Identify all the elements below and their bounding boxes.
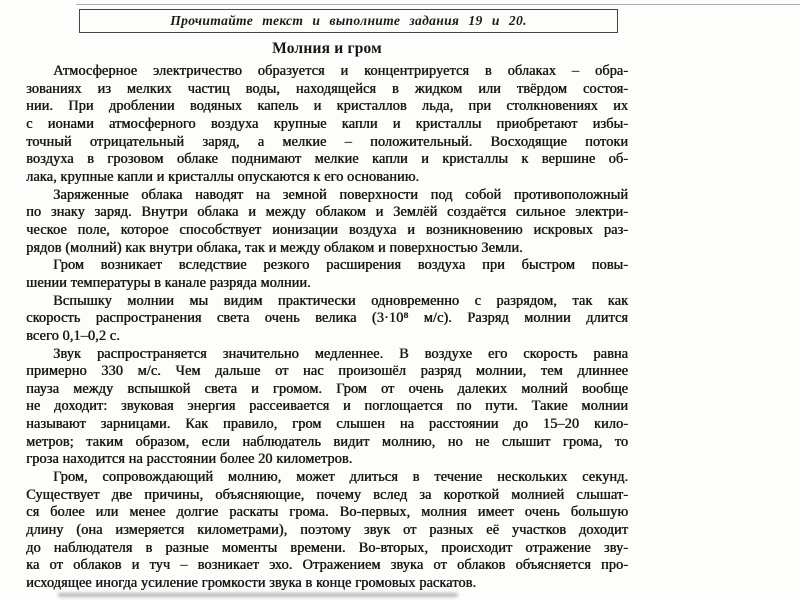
text-line: точный отрицательный заряд, а мелкие – положительный. Восходящие потоки [26, 133, 628, 150]
instruction-text: Прочитайте текст и выполните задания 19 и 20. [170, 13, 527, 28]
text-line: метров; таким образом, если наблюдатель видит молнию, но не слышит грома, то [26, 433, 628, 450]
text-line: по знаку заряд. Внутри облака и между облаком и Землёй создаётся сильное электри- [26, 204, 628, 221]
text-line: ка от облаков и туч – возникает эхо. Отражением звука от облаков объясняется про- [26, 557, 628, 574]
text-line: исходящее иногда усиление громкости звука в конце громовых раскатов. [26, 575, 477, 592]
paragraph [26, 469, 628, 593]
text-line: не доходит: звуковая энергия рассеивается и поглощается по пути. Такие молнии [26, 398, 628, 415]
instruction-box [79, 9, 618, 33]
document-body [26, 63, 628, 593]
text-line: Звук распространяется значительно медленнее. В воздухе его скорость равна [53, 345, 628, 362]
text-line: длину (она измеряется километрами), поэтому звук от разных её участков доходит [26, 522, 628, 539]
text-line: шении температуры в канале разряда молнии. [26, 274, 311, 291]
page-title: Молния и гром [272, 40, 382, 57]
text-line: пауза между вспышкой света и громом. Гром от очень далеких молний вообще [26, 380, 628, 397]
paragraph [26, 63, 628, 187]
paragraph [26, 187, 628, 258]
text-line: Гром возникает вследствие резкого расширения воздуха при быстром повы- [53, 257, 628, 274]
text-line: рядов (молний) как внутри облака, так и между облаком и поверхностью Земли. [26, 239, 523, 256]
text-line: до наблюдателя в разные моменты времени. Во-вторых, происходит отражение зву- [26, 539, 628, 556]
text-line: Заряженные облака наводят на земной поверхности под собой противоположный [53, 186, 628, 203]
text-line: называют зарницами. Как правило, гром слышен на расстоянии до 15–20 кило- [26, 416, 628, 433]
scan-artifact-top-line [76, 4, 800, 5]
paragraph [26, 293, 628, 346]
text-line: Гром, сопровождающий молнию, может длиться в течение нескольких секунд. [53, 469, 628, 486]
paragraph [26, 346, 628, 470]
text-line: зованиях из мелких частиц воды, находящейся в жидком или твёрдом состоя- [26, 80, 628, 97]
text-line: скорость распространения света очень велика (3·10⁸ м/с). Разряд молнии длится [26, 310, 628, 327]
text-line: Вспышку молнии мы видим практически одновременно с разрядом, так как [53, 292, 628, 309]
text-line: ческое поле, которое способствует ионизации воздуха и возникновению искровых раз- [26, 221, 628, 238]
text-line: примерно 330 м/с. Чем дальше от нас произошёл разряд молнии, тем длиннее [26, 363, 628, 380]
text-line: Существует две причины, объясняющие, почему вслед за короткой молнией слышат- [26, 486, 628, 503]
text-line: с ионами атмосферного воздуха крупные капли и кристаллы приобретают избы- [26, 115, 628, 132]
scan-artifact-bottom-smudge [58, 593, 458, 597]
text-line: гроза находится на расстоянии более 20 километров. [26, 451, 353, 468]
text-line: Атмосферное электричество образуется и концентрируется в облаках – обра- [53, 63, 628, 79]
text-line: лака, крупные капли и кристаллы опускаются к его основанию. [26, 168, 420, 185]
text-line: воздуха в грозовом облаке поднимают мелкие капли и кристаллы к вершине об- [26, 151, 628, 168]
paragraph [26, 257, 628, 292]
text-line: всего 0,1–0,2 с. [26, 327, 120, 344]
text-line: ся более или менее долгие раскаты грома. Во-первых, молния имеет очень большую [26, 504, 628, 521]
text-line: нии. При дроблении водяных капель и кристаллов льда, при столкновениях их [26, 98, 628, 115]
